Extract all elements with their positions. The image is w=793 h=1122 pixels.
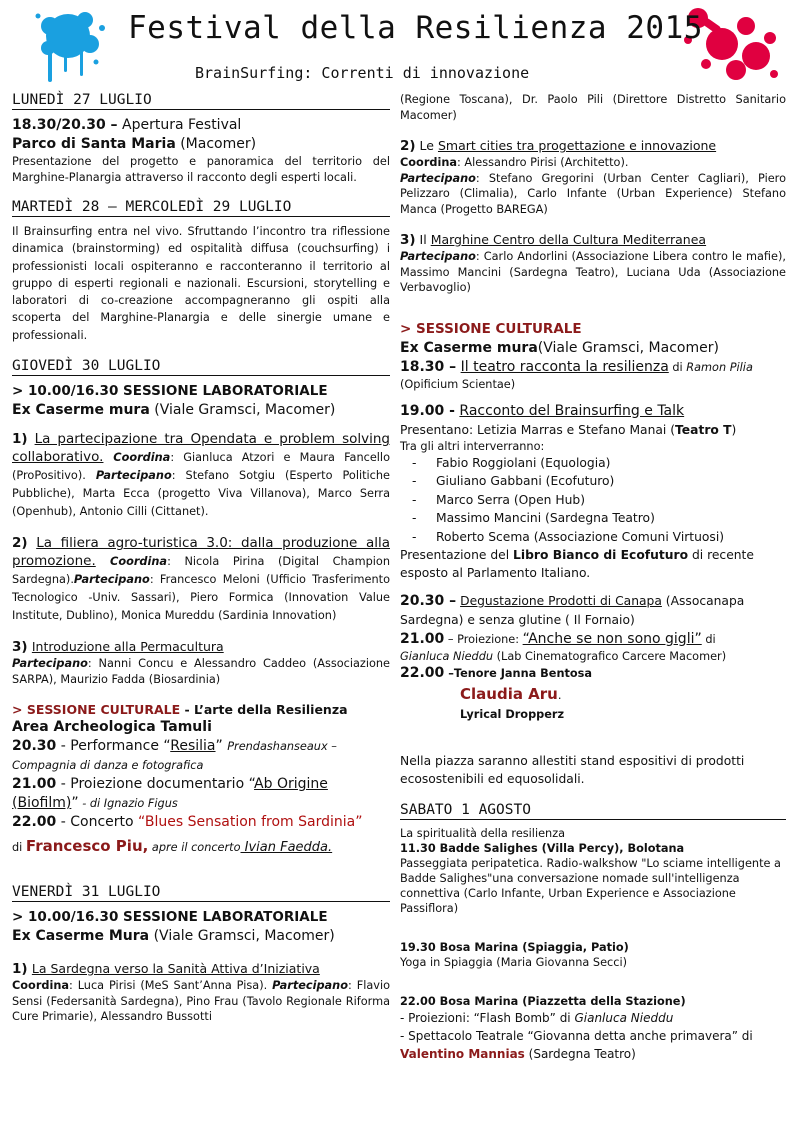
friday-event-4-author: Gianluca Nieddu (Lab Cinematografico Carcere Macomer) <box>400 650 727 663</box>
list-item: - Marco Serra (Open Hub) <box>436 491 786 510</box>
friday-place: Ex Caserme Mura (Viale Gramsci, Macomer) <box>12 928 335 945</box>
thursday-topic-3: 3) Introduzione alla Permacultura <box>12 639 224 656</box>
tuesday-description: Il Brainsurfing entra nel vivo. Sfruttando l’incontro tra riflessione dinamica (brainstorming) ed ospitalità diffusa (couchsurfing) i professionisti locali ospiteranno e racconteranno il territorio al gruppo di esperti regionali e nazionali. Escursioni, storytelling e laboratori di co-creazione accompagneranno gli ospiti alla scoperta del Marghine-Planargia e delle sinergie umane e professionali. <box>12 225 390 342</box>
friday-event-5-extra: Lyrical Dropperz <box>460 708 565 721</box>
day-heading-thursday: GIOVEDÌ 30 LUGLIO <box>12 358 390 376</box>
friday-event-2: 19.00 - Racconto del Brainsurfing e Talk <box>400 402 685 419</box>
list-item: - Giuliano Gabbani (Ecofuturo) <box>436 472 786 491</box>
friday-session: > 10.00/16.30 SESSIONE LABORATORIALE <box>12 909 328 926</box>
opening-place: Parco di Santa Maria (Macomer) <box>12 136 257 152</box>
page-title: Festival della Resilienza 2015 <box>128 10 703 46</box>
thursday-topic-1: 1) La partecipazione tra Opendata e problem solving collaborativo. Coordina: Gianluca Atzori e Maura Fancello (ProPositivo). Partecipano: Stefano Sotgiu (Esperto Politiche Pubbliche), Marta Ecca (progetto Viva Villanova), Marco Serra (Openhub), Antonio Cilli (Cittanet). <box>12 431 390 519</box>
saturday-event-1-desc: Passeggiata peripatetica. Radio-walkshow "Lo sciame intelligente a Badde Salighes"una conversazione nomade sull'intelligenza connettiva (Carlo Infante, Urban Experience e Associazione Passiflora) <box>400 857 781 915</box>
opening-description: Presentazione del progetto e panoramica del territorio del Marghine-Planargia attraverso il racconto degli esperti locali. <box>12 155 390 184</box>
saturday-event-3-line-1: - Proiezioni: “Flash Bomb” di Gianluca Nieddu <box>400 1011 674 1025</box>
speakers-list <box>400 454 786 547</box>
thursday-topic-2: 2) La filiera agro-turistica 3.0: dalla produzione alla promozione. Coordina: Nicola Pirina (Digital Champion Sardegna).Partecipano: Francesco Meloni (Ufficio Trasferimento Tecnologico -Univ. Sassari), Piero Formica (Innovation Value Institute, Dublino), Monica Mureddu (Sardinia Innovation) <box>12 535 390 623</box>
friday-event-2-others: Tra gli altri interverranno: <box>400 439 545 453</box>
friday-event-2-book: Presentazione del Libro Bianco di Ecofuturo di recente esposto al Parlamento Italiano. <box>400 548 754 580</box>
friday-topic-2: 2) Le Smart cities tra progettazione e innovazione <box>400 138 717 154</box>
thursday-topic-3-participants: Partecipano: Nanni Concu e Alessandro Caddeo (Associazione SARPA), Maurizio Fadda (Biosardinia) <box>12 657 390 686</box>
list-item: - Roberto Scema (Associazione Comuni Virtuosi) <box>436 528 786 547</box>
left-column <box>12 92 390 1025</box>
saturday-event-3-time: 22.00 Bosa Marina (Piazzetta della Stazione) <box>400 995 686 1008</box>
day-heading-saturday: SABATO 1 AGOSTO <box>400 802 786 820</box>
saturday-event-2-desc: Yoga in Spiaggia (Maria Giovanna Secci) <box>400 956 627 969</box>
thursday-event-3-artist: di Francesco Piu, apre il concerto Ivian Faedda. <box>12 837 333 856</box>
saturday-event-3-line-2: - Spettacolo Teatrale “Giovanna detta anche primavera” di Valentino Mannias (Sardegna Teatro) <box>400 1029 753 1061</box>
friday-cultural-session: > SESSIONE CULTURALE <box>400 320 582 337</box>
day-heading-monday: LUNEDÌ 27 LUGLIO <box>12 92 390 110</box>
right-column <box>400 92 786 1063</box>
friday-event-5-artist: Claudia Aru. <box>460 685 562 703</box>
thursday-event-1: 20.30 - Performance “Resilia” Prendashanseaux – Compagnia di danza e fotografica <box>12 738 337 773</box>
friday-event-1-org: (Opificium Scientae) <box>400 377 516 391</box>
opening-line: 18.30/20.30 – Apertura Festival <box>12 117 242 133</box>
friday-topic-1-people: Coordina: Luca Pirisi (MeS Sant’Anna Pisa). Partecipano: Flavio Sensi (Federsanità Sardegna), Pino Frau (Tavolo Regionale Riforma Cure Primarie), Alessandro Bussotti <box>12 979 390 1024</box>
thursday-event-3: 22.00 - Concerto “Blues Sensation from Sardinia” <box>12 814 363 831</box>
blue-paint-splat-icon <box>30 6 110 88</box>
friday-event-3: 20.30 – Degustazione Prodotti di Canapa (Assocanapa Sardegna) e senza glutine ( Il Fornaio) <box>400 593 745 627</box>
day-heading-tuesday: MARTEDÌ 28 – MERCOLEDÌ 29 LUGLIO <box>12 199 390 217</box>
thursday-cultural-session: > SESSIONE CULTURALE - L’arte della Resilienza <box>12 702 348 718</box>
list-item: - Fabio Roggiolani (Equologia) <box>436 454 786 473</box>
saturday-theme: La spiritualità della resilienza <box>400 827 566 840</box>
friday-topic-1: 1) La Sardegna verso la Sanità Attiva d’Iniziativa <box>12 961 320 978</box>
friday-topic-1-continued: (Regione Toscana), Dr. Paolo Pili (Direttore Distretto Sanitario Macomer) <box>400 93 786 122</box>
thursday-place: Ex Caserme mura (Viale Gramsci, Macomer) <box>12 402 336 419</box>
stands-note: Nella piazza saranno allestiti stand espositivi di prodotti ecosostenibili ed equosolidali. <box>400 754 745 786</box>
list-item: - Massimo Mancini (Sardegna Teatro) <box>436 509 786 528</box>
thursday-event-2: 21.00 - Proiezione documentario “Ab Origine (Biofilm)” - di Ignazio Figus <box>12 776 328 812</box>
thursday-cultural-place: Area Archeologica Tamuli <box>12 719 212 736</box>
friday-cultural-place: Ex Caserme mura(Viale Gramsci, Macomer) <box>400 339 719 356</box>
friday-event-2-presenters: Presentano: Letizia Marras e Stefano Manai (Teatro T) <box>400 422 737 437</box>
saturday-event-2-time: 19.30 Bosa Marina (Spiaggia, Patio) <box>400 941 629 954</box>
page-subtitle: BrainSurfing: Correnti di innovazione <box>195 64 530 82</box>
day-heading-friday: VENERDÌ 31 LUGLIO <box>12 884 390 902</box>
friday-event-5: 22.00 –Tenore Janna Bentosa <box>400 665 593 681</box>
thursday-session: > 10.00/16.30 SESSIONE LABORATORIALE <box>12 383 328 400</box>
friday-topic-3-people: Partecipano: Carlo Andorlini (Associazione Libera contro le mafie), Massimo Mancini (Sardegna Teatro), Luciana Uda (Associazione Verbavoglio) <box>400 250 786 294</box>
saturday-event-1-time: 11.30 Badde Salighes (Villa Percy), Bolotana <box>400 842 685 855</box>
friday-topic-3: 3) Il Marghine Centro della Cultura Mediterranea <box>400 232 707 248</box>
friday-topic-2-people: Coordina: Alessandro Pirisi (Architetto). Partecipano: Stefano Gregorini (Urban Center Cagliari), Piero Pelizzaro (Climalia), Carlo Infante (Urban Experience) Stefano Manca (Progetto BAREGA) <box>400 156 786 216</box>
friday-event-1: 18.30 – Il teatro racconta la resilienza di Ramon Pilia <box>400 358 753 375</box>
friday-event-4: 21.00 – Proiezione: “Anche se non sono gigli” di <box>400 631 716 647</box>
